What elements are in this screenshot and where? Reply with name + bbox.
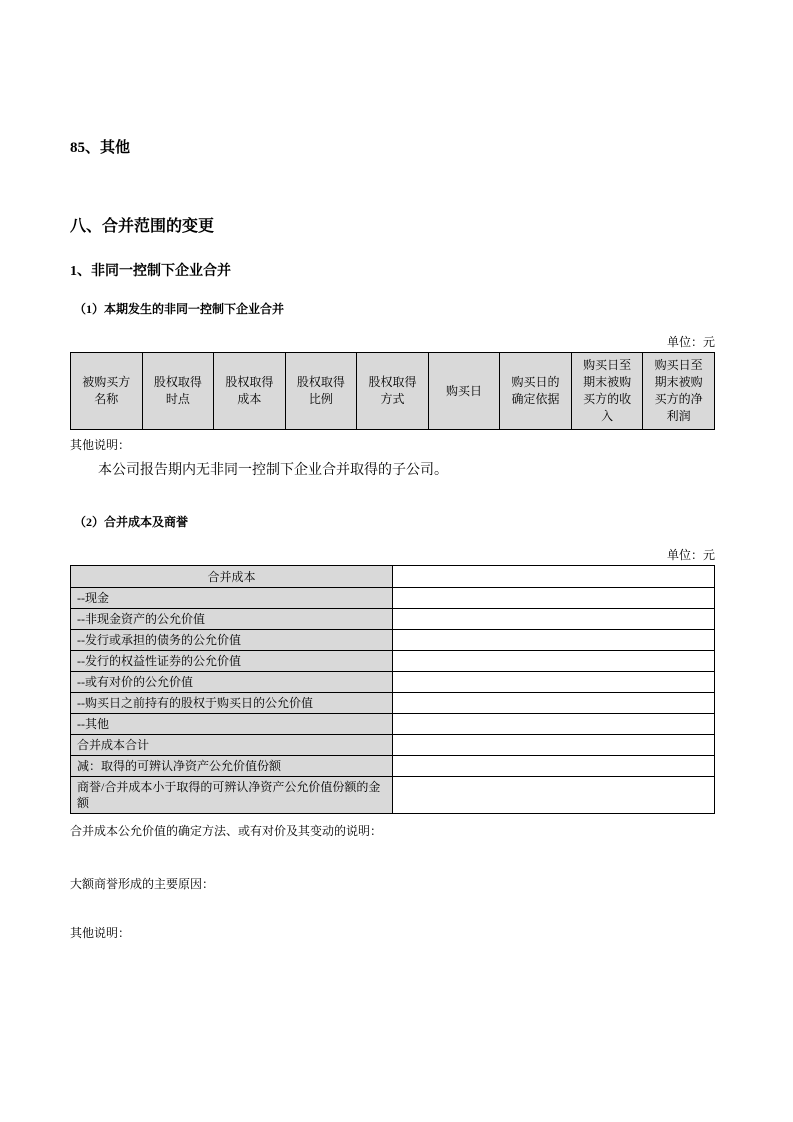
merger-cost-label-less-identifiable-net-assets: 减：取得的可辨认净资产公允价值份额 <box>71 756 393 777</box>
fair-value-method-note: 合并成本公允价值的确定方法、或有对价及其变动的说明： <box>70 824 383 838</box>
merger-cost-value-cell <box>393 651 715 672</box>
heading-current-period-merger: （1）本期发生的非同一控制下企业合并 <box>74 302 285 316</box>
goodwill-reason-note: 大额商誉形成的主要原因： <box>70 877 215 891</box>
table-row <box>71 714 715 735</box>
merger-cost-value-cell <box>393 714 715 735</box>
table-row <box>71 651 715 672</box>
merger-cost-label-cash: --现金 <box>71 588 393 609</box>
merger-cost-table <box>70 565 715 814</box>
table-row <box>71 630 715 651</box>
table-row <box>71 735 715 756</box>
heading-merge-scope-change: 八、合并范围的变更 <box>70 218 215 235</box>
merger-cost-label-goodwill: 商誉/合并成本小于取得的可辨认净资产公允价值份额的金额 <box>71 777 393 814</box>
acquiree-header-name: 被购买方名称 <box>71 353 143 430</box>
heading-non-common-control-merger: 1、非同一控制下企业合并 <box>70 264 231 279</box>
other-note-label-2: 其他说明： <box>70 926 131 940</box>
acquiree-table-header-row <box>71 353 715 430</box>
merger-cost-value-cell <box>393 588 715 609</box>
acquiree-header-revenue: 购买日至期末被购买方的收入 <box>571 353 643 430</box>
acquiree-table <box>70 352 715 430</box>
merger-cost-value-cell <box>393 735 715 756</box>
heading-85-other: 85、其他 <box>70 140 131 156</box>
acquiree-header-net-profit: 购买日至期末被购买方的净利润 <box>643 353 715 430</box>
table-row <box>71 777 715 814</box>
merger-cost-value-cell <box>393 672 715 693</box>
heading-merger-cost-goodwill: （2）合并成本及商誉 <box>74 515 189 529</box>
acquiree-header-equity-time: 股权取得时点 <box>142 353 214 430</box>
acquiree-header-equity-cost: 股权取得成本 <box>214 353 286 430</box>
merger-cost-value-cell <box>393 630 715 651</box>
other-note-label: 其他说明： <box>70 438 131 452</box>
acquiree-header-purchase-date: 购买日 <box>428 353 500 430</box>
merger-cost-header-row <box>71 566 715 588</box>
merger-cost-label-previously-held-equity-fv: --购买日之前持有的股权于购买日的公允价值 <box>71 693 393 714</box>
acquiree-header-equity-method: 股权取得方式 <box>357 353 429 430</box>
merger-cost-header-cell: 合并成本 <box>71 566 393 588</box>
merger-cost-value-cell <box>393 609 715 630</box>
merger-cost-value-cell <box>393 756 715 777</box>
no-subsidiary-note: 本公司报告期内无非同一控制下企业合并取得的子公司。 <box>98 463 448 478</box>
merger-cost-label-debt-fv: --发行或承担的债务的公允价值 <box>71 630 393 651</box>
table-row <box>71 672 715 693</box>
merger-cost-value-cell <box>393 693 715 714</box>
merger-cost-label-total: 合并成本合计 <box>71 735 393 756</box>
unit-label-1: 单位：元 <box>666 335 715 349</box>
merger-cost-label-contingent-consideration-fv: --或有对价的公允价值 <box>71 672 393 693</box>
merger-cost-label-other: --其他 <box>71 714 393 735</box>
merger-cost-value-cell <box>393 777 715 814</box>
table-row <box>71 588 715 609</box>
acquiree-header-equity-ratio: 股权取得比例 <box>285 353 357 430</box>
acquiree-header-purchase-date-basis: 购买日的确定依据 <box>500 353 572 430</box>
table-row <box>71 693 715 714</box>
merger-cost-label-equity-securities-fv: --发行的权益性证券的公允价值 <box>71 651 393 672</box>
merger-cost-label-noncash-fv: --非现金资产的公允价值 <box>71 609 393 630</box>
table-row <box>71 756 715 777</box>
table-row <box>71 609 715 630</box>
merger-cost-header-value-cell <box>393 566 715 588</box>
unit-label-2: 单位：元 <box>666 548 715 562</box>
